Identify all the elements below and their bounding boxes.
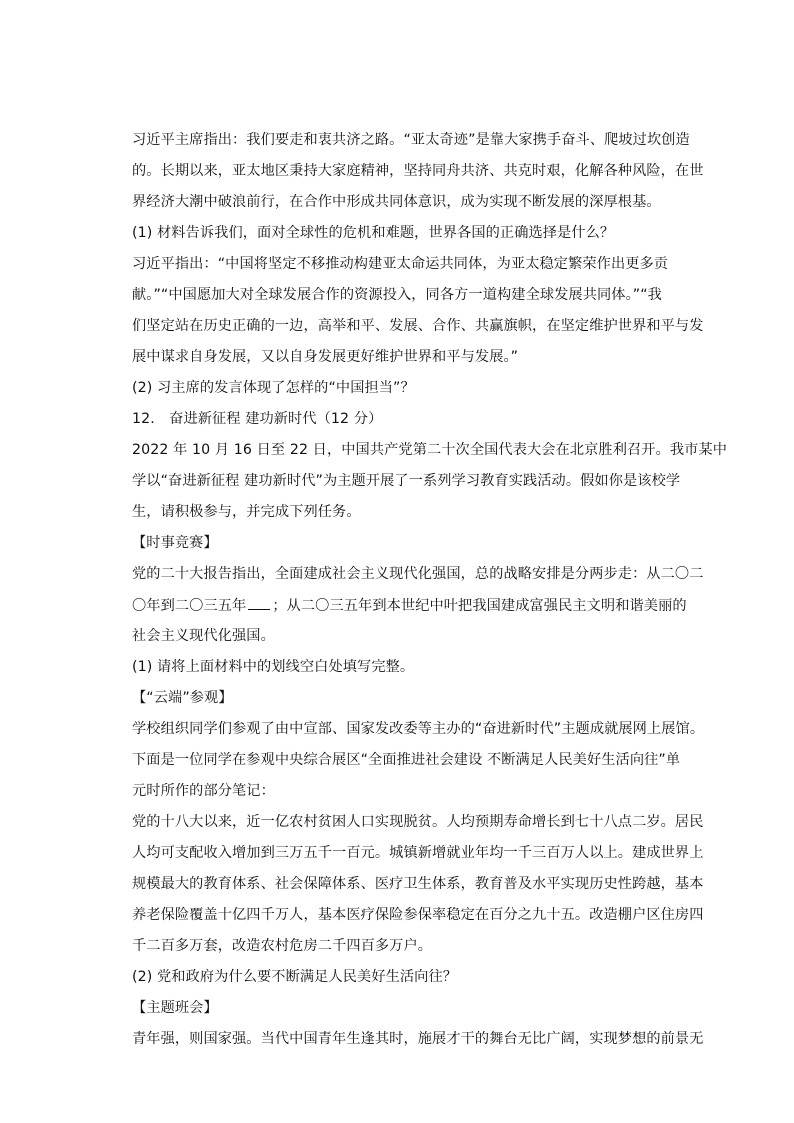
question-2-why: (2) 党和政府为什么要不断满足人民美好生活向往？	[132, 969, 458, 985]
paragraph-line: 千二百多万套，改造农村危房二千四百多万户。	[132, 938, 433, 954]
paragraph-line: 2022 年 10 月 16 日至 22 日，中国共产党第二十次全国代表大会在北京胜利召开。我市某中	[132, 442, 728, 458]
paragraph-line: 生，请积极参与，并完成下列任务。	[132, 504, 361, 520]
question-1: (1) 材料告诉我们，面对全球性的危机和难题，世界各国的正确选择是什么？	[132, 225, 615, 241]
paragraph-line: 下面是一位同学在参观中央综合展区“全面推进社会建设 不断满足人民美好生活向往”单	[132, 752, 681, 768]
question-1-fill: (1) 请将上面材料中的划线空白处填写完整。	[132, 659, 415, 675]
paragraph-line: 的。长期以来，亚太地区秉持大家庭精神，坚持同舟共济、共克时艰，化解各种风险，在世	[132, 163, 704, 179]
text-after-blank: ；从二〇三五年到本世纪中叶把我国建成富强民主文明和谐美丽的	[272, 598, 687, 614]
paragraph-line: 习近平主席指出：我们要走和衷共济之路。“亚太奇迹”是靠大家携手奋斗、爬坡过坎创造	[132, 132, 690, 148]
paragraph-line: 学校组织同学们参观了由中宣部、国家发改委等主办的“奋进新时代”主题成就展网上展馆。	[132, 721, 705, 737]
paragraph-line: 献。”“中国愿加大对全球发展合作的资源投入，同各方一道构建全球发展共同体。”“我	[132, 287, 662, 303]
paragraph-line: 习近平指出：“中国将坚定不移推动构建亚太命运共同体，为亚太稳定繁荣作出更多贡	[132, 256, 669, 272]
paragraph-line: 人均可支配收入增加到三万五千一百元。城镇新增就业年均一千三百万人以上。建成世界上	[132, 845, 704, 861]
section-heading-class-meeting: 【主题班会】	[132, 1000, 218, 1016]
paragraph-line: 党的二十大报告指出，全面建成社会主义现代化强国，总的战略安排是分两步走：从二〇二	[132, 566, 704, 582]
paragraph-line: 们坚定站在历史正确的一边，高举和平、发展、合作、共赢旗帜，在坚定维护世界和平与发	[132, 318, 704, 334]
section-heading-cloud-visit: 【“云端”参观】	[132, 690, 233, 706]
paragraph-line: 界经济大潮中破浪前行，在合作中形成共同体意识，成为实现不断发展的深厚根基。	[132, 194, 661, 210]
paragraph-line: 规模最大的教育体系、社会保障体系、医疗卫生体系，教育普及水平实现历史性跨越，基本	[132, 876, 704, 892]
paragraph-line: 学以“奋进新征程 建功新时代”为主题开展了一系列学习教育实践活动。假如你是该校学	[132, 473, 681, 489]
paragraph-line: 青年强，则国家强。当代中国青年生逢其时，施展才干的舞台无比广阔，实现梦想的前景无	[132, 1031, 704, 1047]
paragraph-line: 元时所作的部分笔记：	[132, 783, 275, 799]
question-12-heading: 12. 奋进新征程 建功新时代（12 分）	[132, 411, 383, 427]
paragraph-line: 社会主义现代化强国。	[132, 628, 275, 644]
paragraph-line: 党的十八大以来，近一亿农村贫困人口实现脱贫。人均预期寿命增长到七十八点二岁。居民	[132, 814, 704, 830]
fill-in-blank[interactable]	[248, 595, 270, 610]
text-before-blank: 〇年到二〇三五年	[132, 598, 247, 614]
section-heading-current-affairs: 【时事竞赛】	[132, 535, 218, 551]
paragraph-line: 养老保险覆盖十亿四千万人，基本医疗保险参保率稳定在百分之九十五。改造棚户区住房四	[132, 907, 704, 923]
paragraph-line: 展中谋求自身发展，又以自身发展更好维护世界和平与发展。”	[132, 349, 519, 365]
paragraph-line-with-blank	[132, 595, 702, 616]
question-2: (2) 习主席的发言体现了怎样的“中国担当”？	[132, 380, 415, 396]
